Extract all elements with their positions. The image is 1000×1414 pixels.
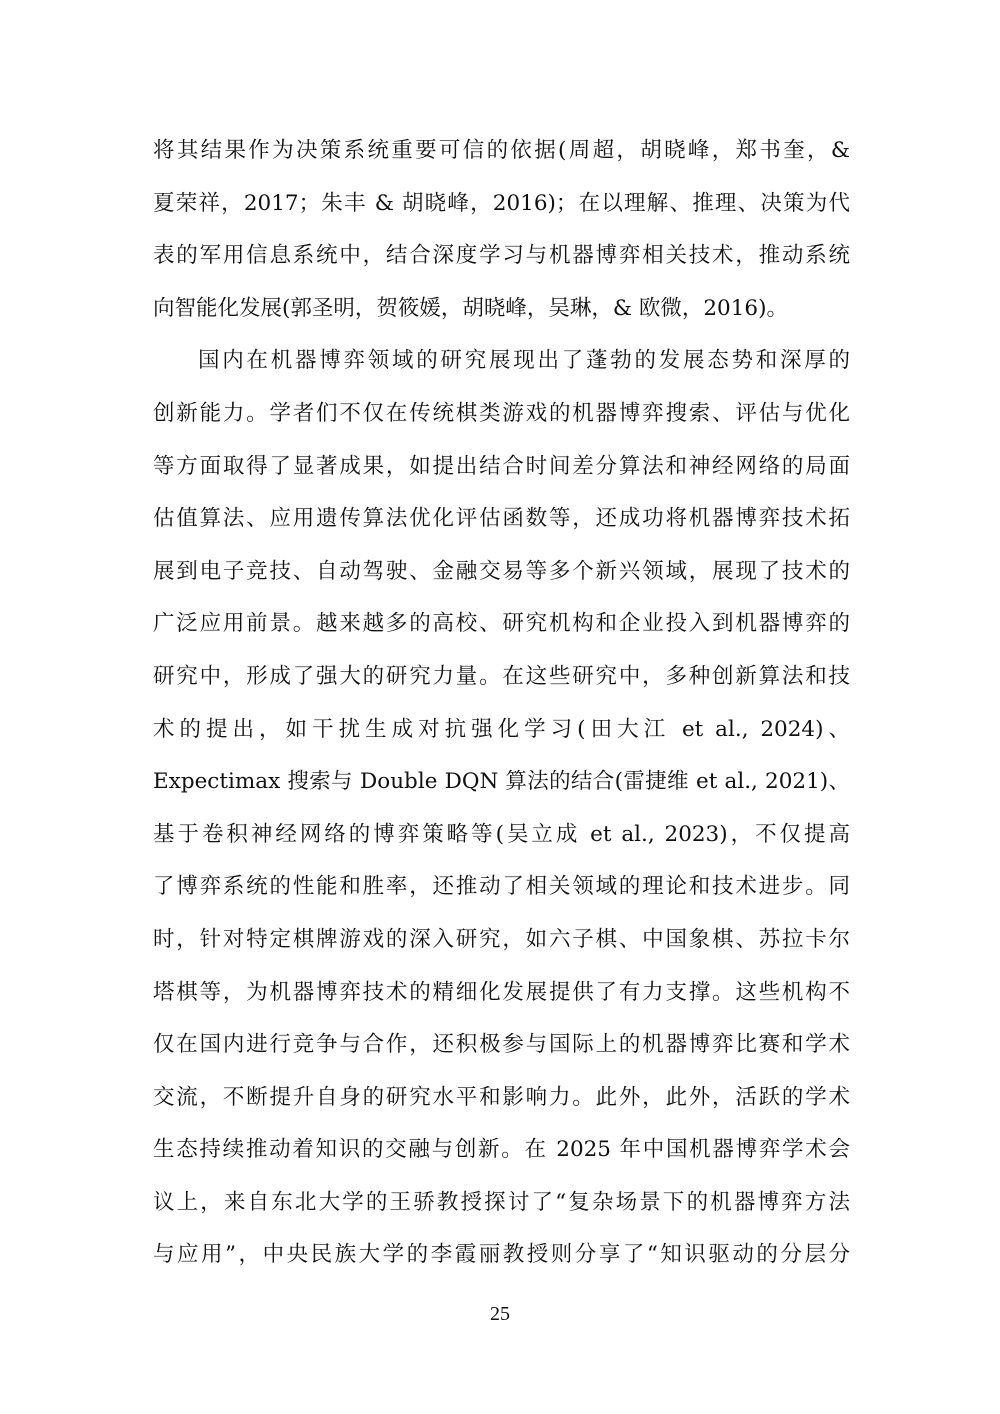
text-line: 了博弈系统的性能和胜率，还推动了相关领域的理论和技术进步。同 [153,874,850,900]
text-line: 展到电子竞技、自动驾驶、金融交易等多个新兴领域，展现了技术的 [153,558,850,584]
paragraph-1 [153,125,850,335]
text-line: 等方面取得了显著成果，如提出结合时间差分算法和神经网络的局面 [153,453,850,479]
text-line: 夏荣祥，2017；朱丰 & 胡晓峰，2016)；在以理解、推理、决策为代 [153,190,850,216]
text-line: 基于卷积神经网络的博弈策略等(吴立成 et al., 2023)，不仅提高 [153,821,850,847]
text-line: 交流，不断提升自身的研究水平和影响力。此外，此外，活跃的学术 [153,1084,850,1110]
text-line: 与应用”，中央民族大学的李霞丽教授则分享了“知识驱动的分层分 [153,1242,850,1268]
text-line: 塔棋等，为机器博弈技术的精细化发展提供了有力支撑。这些机构不 [153,979,850,1005]
text-line: 估值算法、应用遗传算法优化评估函数等，还成功将机器博弈技术拓 [153,506,850,532]
text-line: 术的提出，如干扰生成对抗强化学习(田大江 et al., 2024)、 [153,716,850,742]
body-text [153,125,850,1282]
text-line: 研究中，形成了强大的研究力量。在这些研究中，多种创新算法和技 [153,663,850,689]
text-line: 仅在国内进行竞争与合作，还积极参与国际上的机器博弈比赛和学术 [153,1032,850,1058]
page-number: 25 [490,1303,510,1325]
text-line: Expectimax 搜索与 Double DQN 算法的结合(雷捷维 et al., 2021)、 [153,769,850,795]
text-line: 广泛应用前景。越来越多的高校、研究机构和企业投入到机器博弈的 [153,611,850,637]
text-line: 时，针对特定棋牌游戏的深入研究，如六子棋、中国象棋、苏拉卡尔 [153,926,850,952]
paragraph-2 [153,335,850,1282]
text-line: 国内在机器博弈领域的研究展现出了蓬勃的发展态势和深厚的 [198,348,850,374]
text-line: 将其结果作为决策系统重要可信的依据(周超，胡晓峰，郑书奎，& [153,138,850,163]
text-line: 向智能化发展(郭圣明，贺筱媛，胡晓峰，吴琳，& 欧微，2016)。 [153,295,788,321]
text-line: 生态持续推动着知识的交融与创新。在 2025 年中国机器博弈学术会 [153,1137,850,1163]
text-line: 表的军用信息系统中，结合深度学习与机器博弈相关技术，推动系统 [153,243,850,269]
text-line: 创新能力。学者们不仅在传统棋类游戏的机器博弈搜索、评估与优化 [153,400,850,426]
text-line: 议上，来自东北大学的王骄教授探讨了“复杂场景下的机器博弈方法 [153,1189,850,1215]
